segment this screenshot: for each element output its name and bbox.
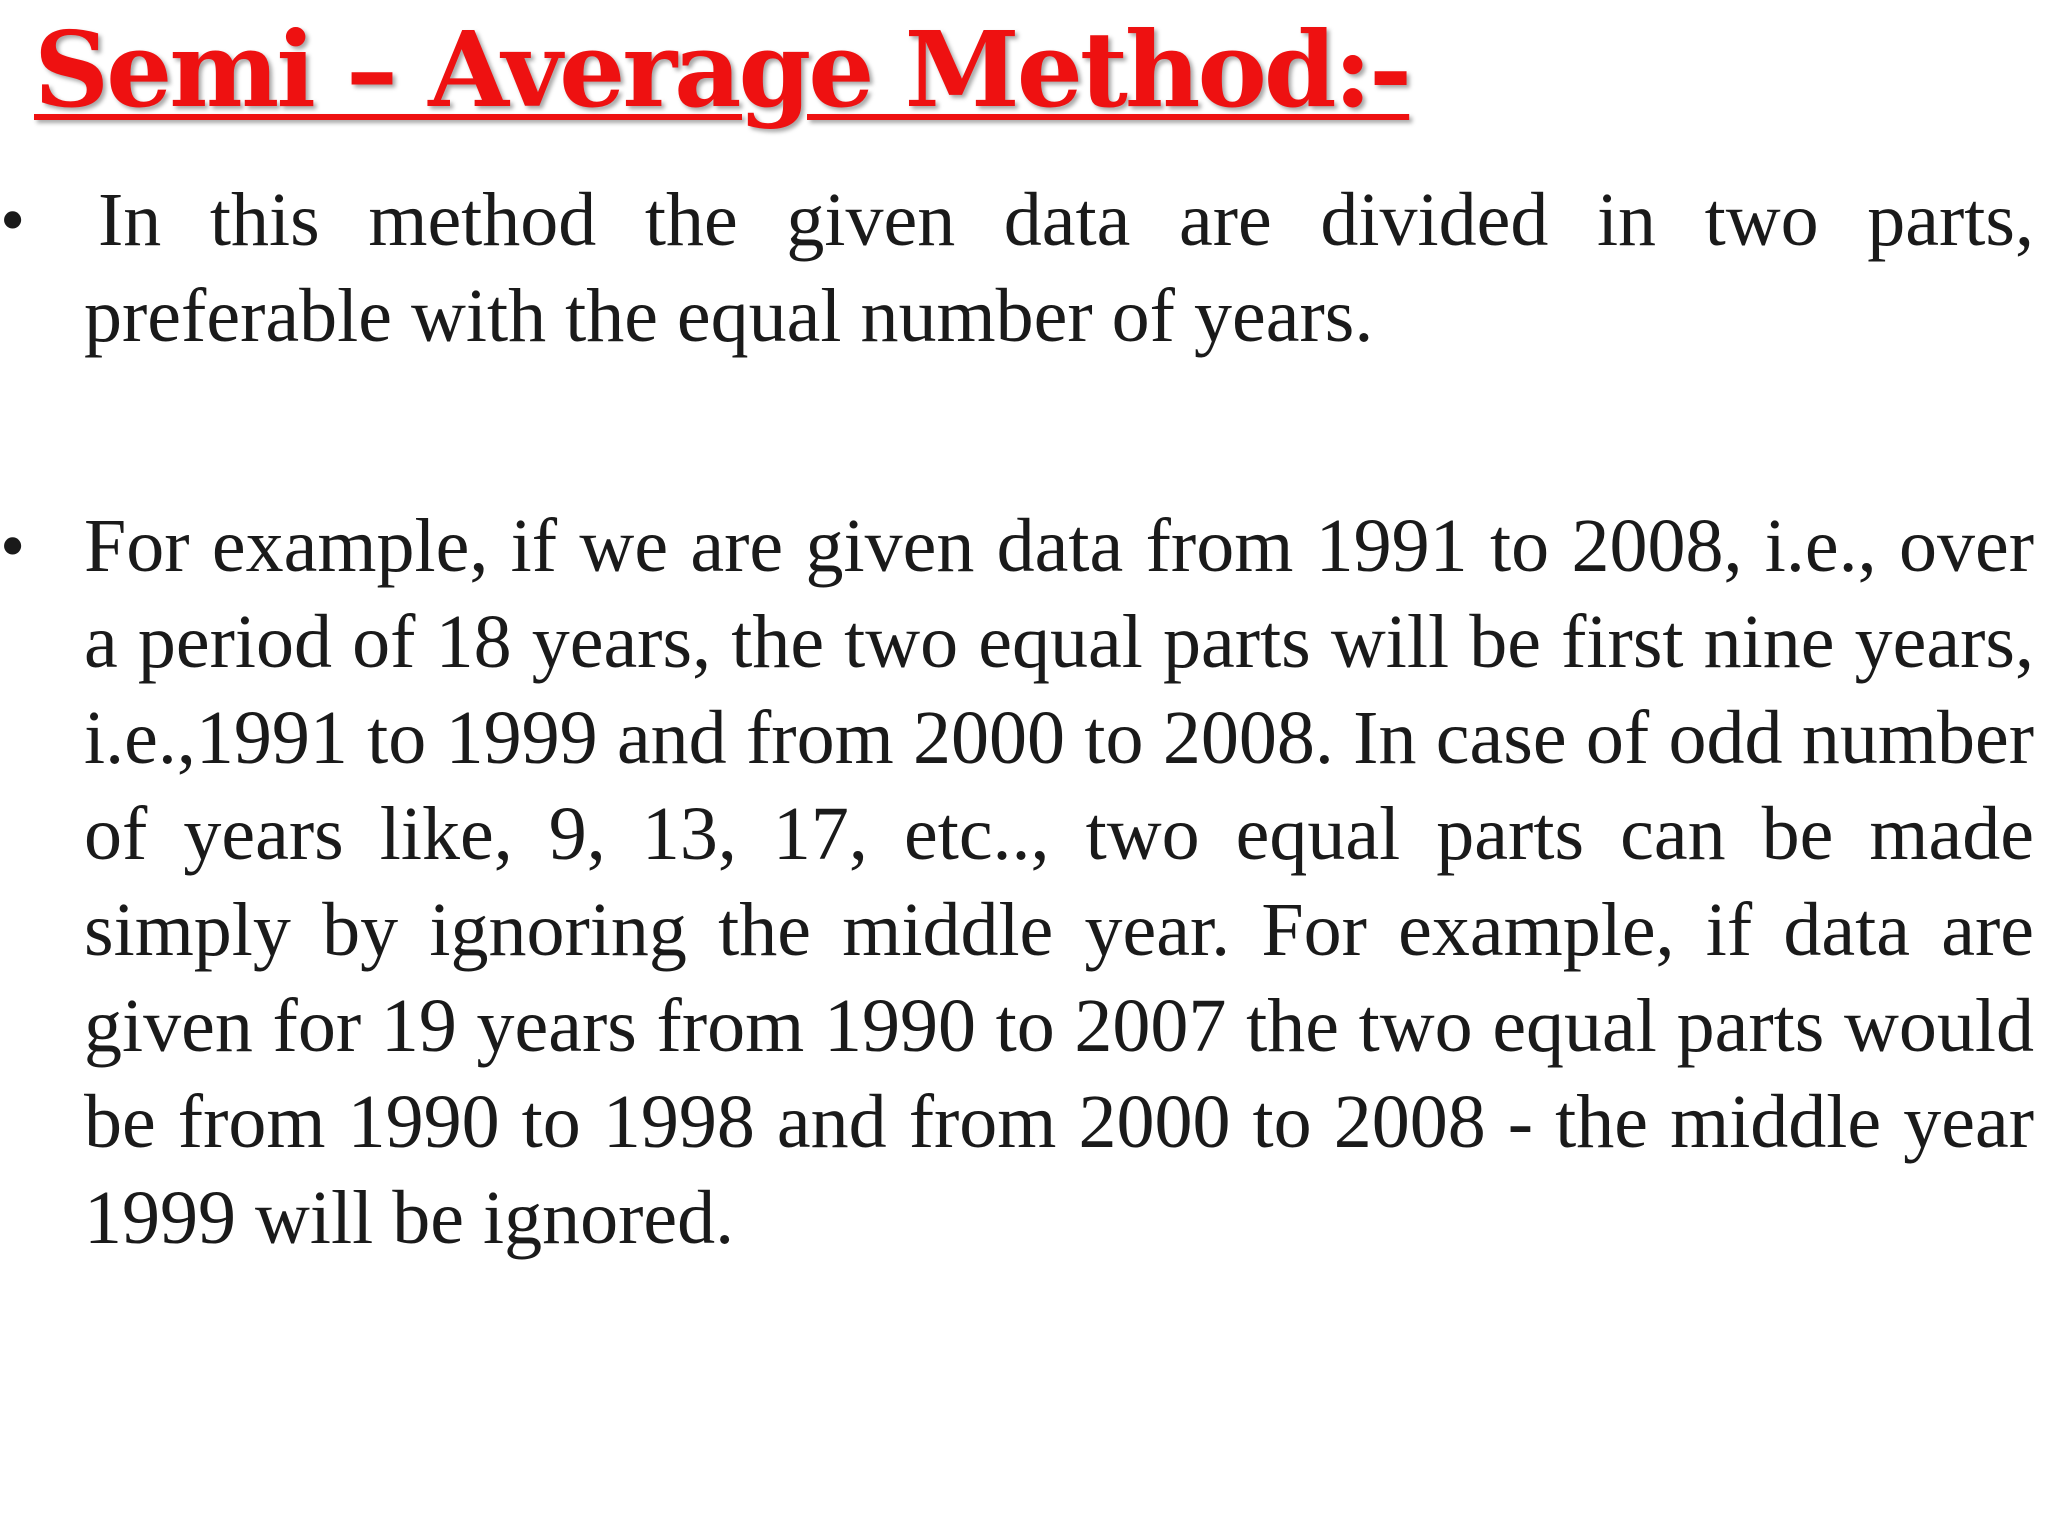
bullet-text-2: For example, if we are given data from 1991 to 2008, i.e., over a period of 18 years, the two equal parts will be first nine years, i.e.,1991 to 1999 and from 2000 to 2008. In case of odd number of years like, 9, 13, 17, etc.., two equal parts can be made simply by ignoring the middle year. For example, if data are given for 19 years from 1990 to 2007 the two equal parts would be from 1990 to 1998 and from 2000 to 2008 - the middle year 1999 will be ignored. <box>84 504 2034 1260</box>
bullet-icon: • <box>0 506 26 586</box>
slide-title: Semi – Average Method:- <box>34 8 1410 131</box>
bullet-icon: • <box>0 180 26 260</box>
bullet-text-1: In this method the given data are divided in two parts, preferable with the equal number of years. <box>84 178 2034 358</box>
